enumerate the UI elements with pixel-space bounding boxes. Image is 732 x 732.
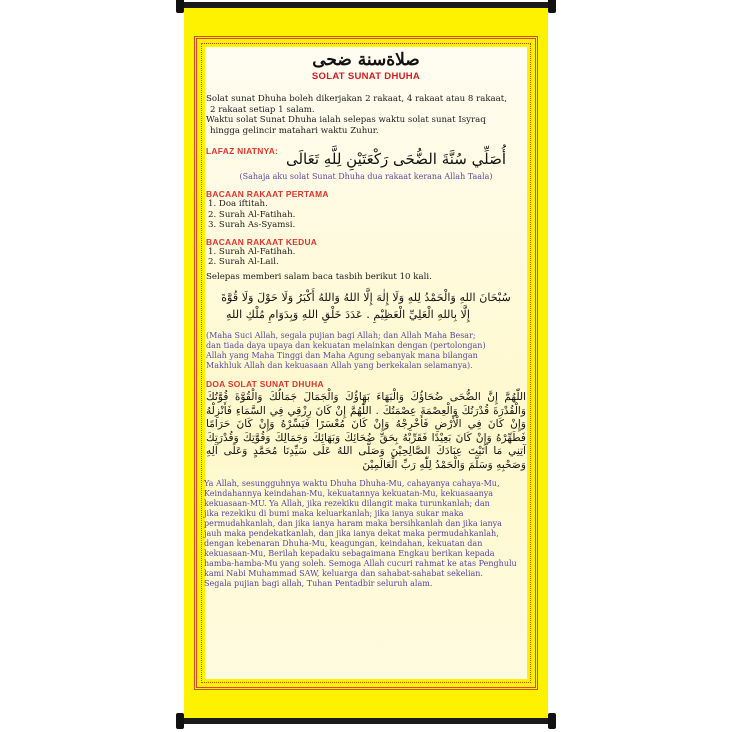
doa-translation-line: kekuasaan-Mu, Berilah kepadaku sebagaimana Engkau berikan kepada bbox=[204, 548, 495, 558]
doa-translation-line: hamba-hamba-Mu yang soleh. Semoga Allah cucuri rahmat ke atas Penghulu bbox=[204, 558, 517, 568]
doa-translation-line: Segala pujian bagi allah, Tuhan Pentadbir seluruh alam. bbox=[204, 578, 433, 588]
tasbih-translation-line: (Maha Suci Allah, segala pujian bagi Allah; dan Allah Maha Besar; bbox=[206, 331, 476, 340]
doa-translation bbox=[202, 479, 530, 589]
doa-translation-line: dengan kebenaran Dhuha-Mu, keagungan, keindahan, kekuatan dan bbox=[204, 538, 483, 548]
banner-content bbox=[202, 46, 530, 589]
tasbih-translation-line: dan tiada daya upaya dan kekuatan melainkan dengan (pertolongan) bbox=[206, 341, 486, 350]
intro-line: 2 rakaat setiap 1 salam. bbox=[210, 104, 315, 115]
rakaat2-heading: BACAAN RAKAAT KEDUA bbox=[206, 236, 318, 247]
bottom-rod bbox=[180, 718, 552, 724]
rakaat1-heading: BACAAN RAKAAT PERTAMA bbox=[206, 189, 329, 200]
intro-line: hingga gelincir matahari waktu Zuhur. bbox=[210, 125, 379, 136]
tasbih-translation-line: Makhluk Allah dan kekuasaan Allah yang berkekalan selamanya). bbox=[206, 361, 473, 370]
doa-arabic: اللّٰهُمَّ إِنَّ الضُّحَى ضُحَاؤُكَ وَالْبَهَاءَ بَهَاؤُكَ وَالْجَمَالَ جَمَالُكَ وَالْقُوَّةَ قُوَّتُكَ وَالْقُدْرَةَ قُدْرَتُكَ وَالْعِصْمَةَ عِصْمَتُكَ . اللّٰهُمَّ إِنْ كَانَ رِزْقِي فِي السَّمَاءِ فَأَنْزِلْهُ وَإِنْ كَانَ فِي الْأَرْضِ فَأَخْرِجْهُ وَإِنْ كَانَ مُعْسَرًا فَيَسِّرْهُ وَإِنْ كَانَ حَرَامًا فَطَهِّرْهُ وَإِنْ كَانَ بَعِيْدًا فَقَرِّبْهُ بِحَقِّ ضُحَائِكَ وَبَهَائِكَ وَجَمَالِكَ وَقُوَّتِكَ وَقُدْرَتِكَ آتِنِي مَا آتَيْتَ عِبَادَكَ الصَّالِحِيْنَ وَصَلَّى اللهُ عَلَى سَيِّدِنَا مُحَمَّدٍ وَعَلَى آلِهِ وَصَحْبِهِ وَسَلَّمَ وَالْحَمْدُ لِلّٰهِ رَبِّ الْعَالَمِيْنَ bbox=[206, 391, 526, 471]
niat-arabic: أُصَلِّي سُنَّةَ الضُّحَى رَكْعَتَيْنِ لِلَّهِ تَعَالَى bbox=[285, 150, 506, 169]
tasbih-intro: Selepas memberi salam baca tasbih berikut 10 kali. bbox=[206, 272, 432, 283]
doa-translation-line: kami Nabi Muhammad SAW, keluarga dan sahabat-sahabat sekelian. bbox=[204, 568, 483, 578]
doa-translation-line: jauh maka pendekatkanlah, dan jika ianya dekat maka permudahkanlah, bbox=[204, 528, 499, 538]
tasbih-translation bbox=[202, 331, 530, 371]
doa-translation-line: Ya Allah, sesungguhnya waktu Dhuha Dhuha-Mu, cahayanya cahaya-Mu, bbox=[204, 478, 500, 488]
top-left-rod-cap bbox=[176, 0, 184, 13]
list-item: 2. Surah Al-Lail. bbox=[208, 257, 279, 267]
doa-translation-line: jika rezekiku di bumi maka keluarkanlah; jika ianya sukar maka bbox=[204, 508, 464, 518]
tasbih-arabic-line-1: سُبْحَانَ اللهِ وَالْحَمْدُ لِلهِ وَلَا إِلٰهَ إِلَّا اللهُ وَاللهُ أَكْبَرُ وَلَا حَوْلَ وَلَا قُوَّةَ bbox=[221, 291, 511, 304]
bottom-left-rod-cap bbox=[176, 713, 184, 729]
intro-text bbox=[202, 94, 530, 136]
doa-translation-line: permudahkanlah, dan jika ianya haram maka bersihkanlah dan jika ianya bbox=[204, 518, 502, 528]
rakaat1-list bbox=[202, 199, 530, 230]
tasbih-translation-line: Allah yang Maha Tinggi dan Maha Agung sebanyak mana bilangan bbox=[206, 351, 478, 360]
doa-translation-line: kekuasaan-MU. Ya Allah, jika rezekiku dilangit maka turunkanlah; dan bbox=[204, 498, 490, 508]
intro-line: Solat sunat Dhuha boleh dikerjakan 2 rakaat, 4 rakaat atau 8 rakaat, bbox=[206, 94, 507, 104]
niat-translation: (Sahaja aku solat Sunat Dhuha dua rakaat kerana Allah Taala) bbox=[239, 172, 493, 182]
tasbih-arabic-line-2: إِلَّا بِاللهِ الْعَلِيِّ الْعَظِيْمِ . عَدَدَ خَلْقِ اللهِ وَبِدَوَامِ مُلْكِ اللهِ bbox=[226, 308, 470, 321]
bottom-right-rod-cap bbox=[548, 713, 556, 729]
banner bbox=[184, 8, 548, 718]
doa-heading: DOA SOLAT SUNAT DHUHA bbox=[206, 379, 324, 389]
list-item: 3. Surah As-Syamsi. bbox=[208, 220, 296, 231]
doa-translation-line: Keindahannya keindahan-Mu, kekuatannya kekuatan-Mu, kekuasaanya bbox=[204, 488, 494, 498]
rakaat2-list bbox=[202, 247, 530, 268]
intro-line: Waktu solat Sunat Dhuha ialah selepas waktu solat sunat Isyraq bbox=[206, 115, 486, 126]
niat-heading: LAFAZ NIATNYA: bbox=[206, 146, 279, 157]
top-right-rod-cap bbox=[548, 0, 556, 13]
list-item: 2. Surah Al-Fatihah. bbox=[208, 209, 296, 220]
list-item: 1. Doa iftitah. bbox=[208, 199, 268, 210]
title-arabic: صلاةسنة ضحى bbox=[312, 50, 420, 70]
list-item: 1. Surah Al-Fatihah. bbox=[208, 246, 296, 257]
title-roman: SOLAT SUNAT DHUHA bbox=[311, 71, 421, 82]
